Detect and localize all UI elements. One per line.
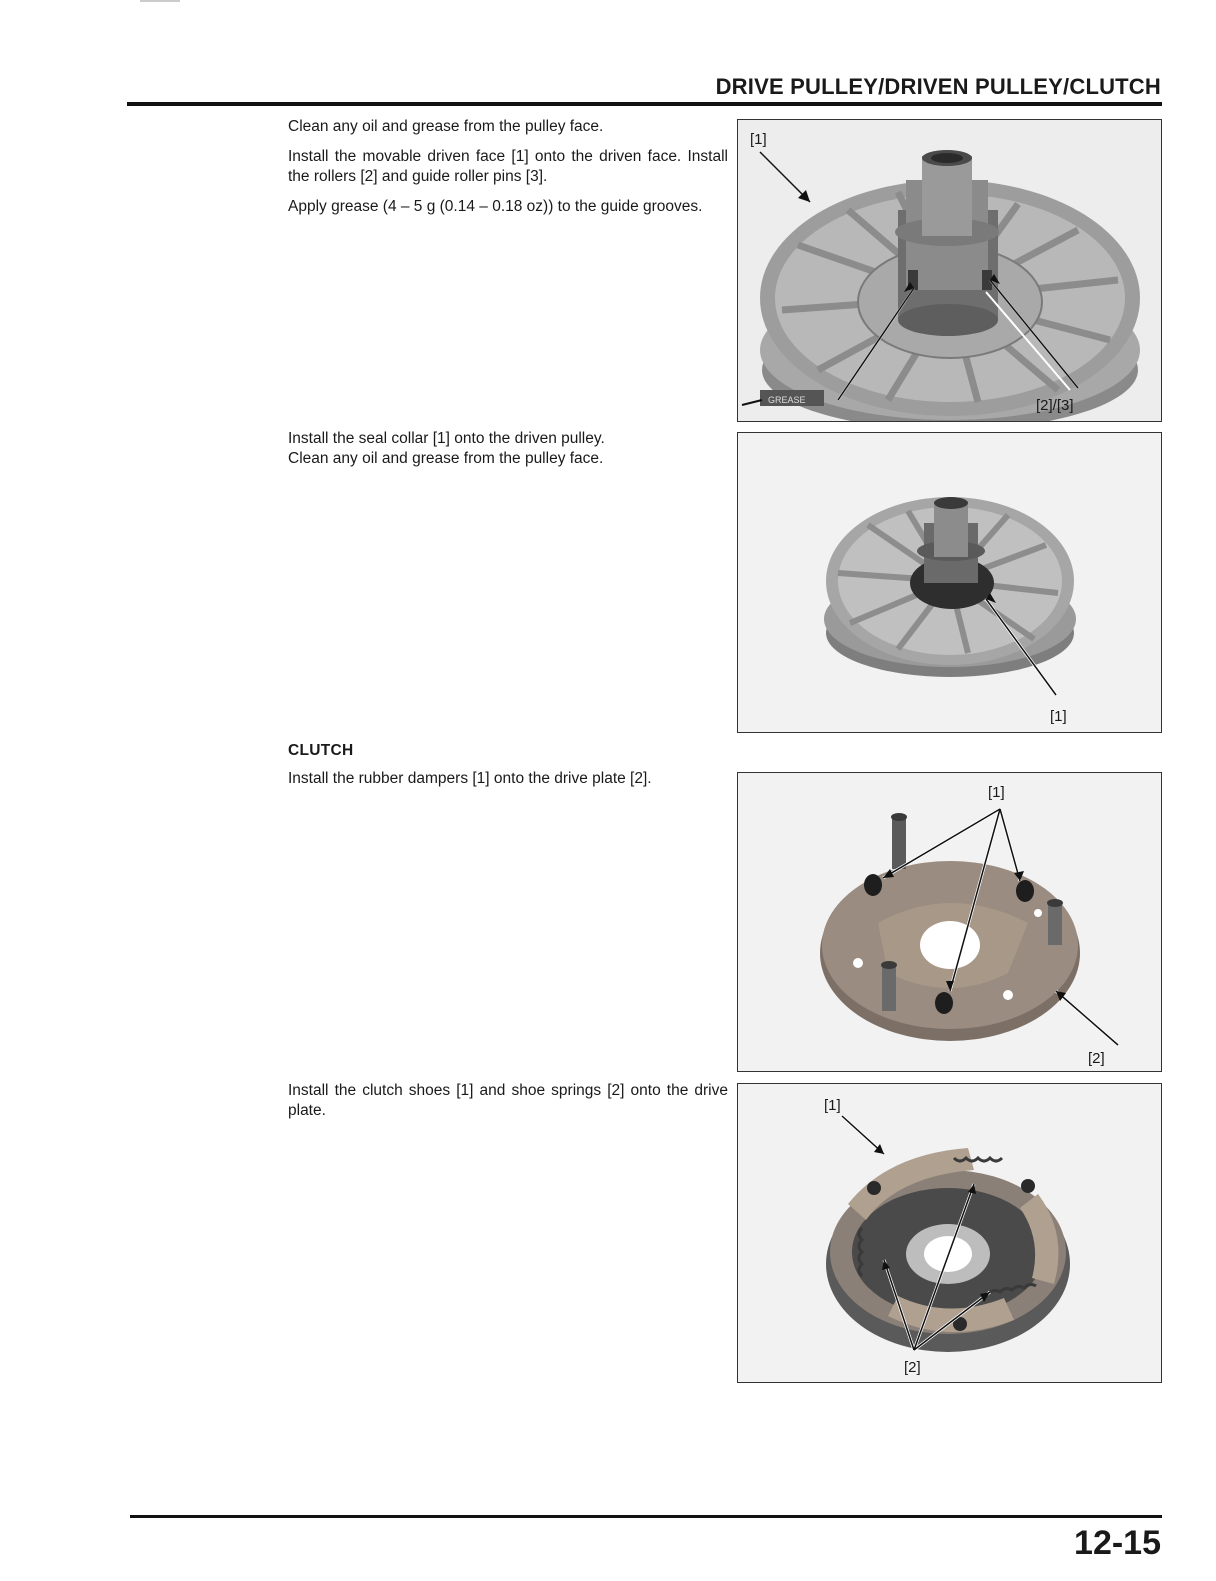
step-2-paragraph: Clean any oil and grease from the pulley face. — [288, 450, 604, 467]
step-2-text — [288, 429, 728, 469]
step-1-paragraph: Install the movable driven face [1] onto the driven face. Install the rollers [2] and guide roller pins [3]. — [288, 148, 728, 185]
section-heading: CLUTCH — [288, 742, 354, 759]
callout-label: [1] — [750, 131, 767, 148]
callout-label: [1] — [1050, 708, 1067, 725]
figure-clutch-shoes — [737, 1083, 1162, 1383]
driven-face-illustration — [738, 120, 1161, 421]
drive-plate-illustration — [738, 773, 1161, 1071]
callout-label: [2] — [904, 1359, 921, 1376]
page-number: 12-15 — [1074, 1524, 1161, 1562]
figure-driven-face — [737, 119, 1162, 422]
header-rule — [127, 102, 1162, 106]
step-1-paragraph: Clean any oil and grease from the pulley face. — [288, 118, 604, 135]
step-1-text — [288, 117, 728, 227]
clutch-shoes-illustration — [738, 1084, 1161, 1382]
figure-rubber-dampers — [737, 772, 1162, 1072]
seal-collar-illustration — [738, 433, 1161, 732]
callout-label: [1] — [988, 784, 1005, 801]
grease-label: GREASE — [768, 395, 806, 405]
step-4-text — [288, 1081, 728, 1121]
scan-mark — [140, 0, 180, 2]
callout-label: [2]/[3] — [1036, 397, 1074, 414]
callout-label: [1] — [824, 1097, 841, 1114]
step-2-paragraph: Install the seal collar [1] onto the driven pulley. — [288, 430, 605, 447]
callout-label: [2] — [1088, 1050, 1105, 1067]
step-1-paragraph: Apply grease (4 – 5 g (0.14 – 0.18 oz)) to the guide grooves. — [288, 198, 703, 215]
footer-rule — [130, 1515, 1162, 1518]
figure-seal-collar — [737, 432, 1162, 733]
step-4-paragraph: Install the clutch shoes [1] and shoe springs [2] onto the drive plate. — [288, 1082, 728, 1119]
step-3-text — [288, 769, 728, 789]
page-header-title: DRIVE PULLEY/DRIVEN PULLEY/CLUTCH — [715, 74, 1161, 99]
step-3-paragraph: Install the rubber dampers [1] onto the drive plate [2]. — [288, 770, 652, 787]
